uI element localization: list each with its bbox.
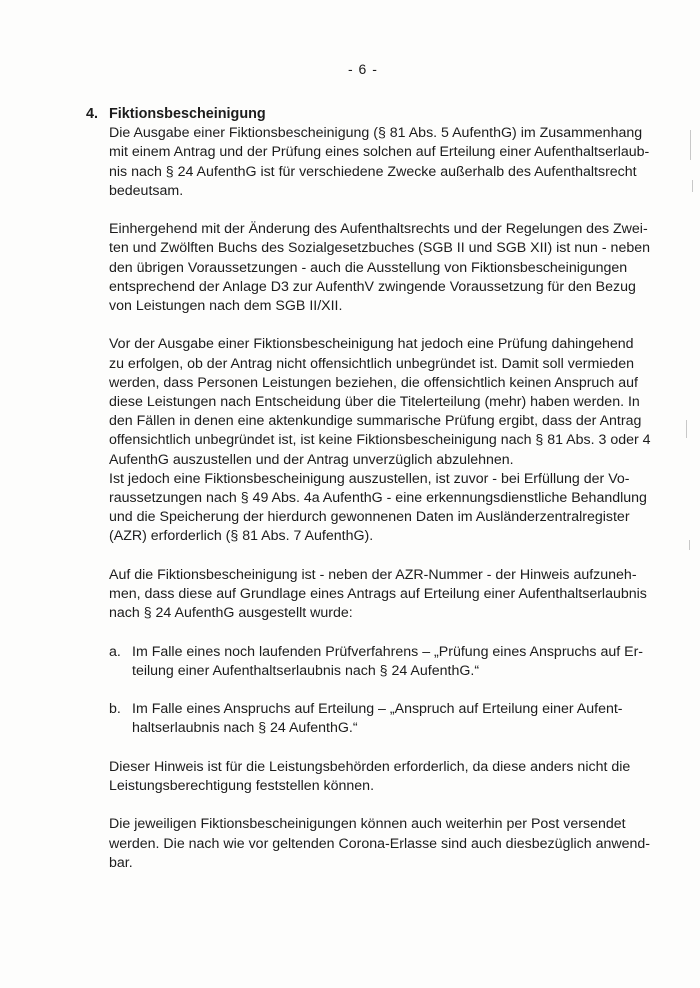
section-heading bbox=[86, 105, 646, 124]
section-number: 4. bbox=[86, 106, 99, 122]
paragraph-intro bbox=[109, 124, 650, 201]
text-line: haltserlaubnis nach § 24 AufenthG.“ bbox=[132, 720, 358, 737]
scan-artifact bbox=[689, 540, 690, 550]
text-line: raussetzungen nach § 49 Abs. 4a AufenthG - eine erkennungsdienstliche Behandlung bbox=[109, 490, 647, 507]
text-line: Ist jedoch eine Fiktionsbescheinigung auszustellen, ist zuvor - bei Erfüllung der Vo- bbox=[109, 470, 630, 487]
text-line: Die jeweiligen Fiktionsbescheinigungen können auch weiterhin per Post versendet bbox=[109, 816, 626, 833]
text-line: entsprechend der Anlage D3 zur AufenthV zwingende Voraussetzung für den Bezug bbox=[109, 278, 636, 295]
text-line: Leistungsberechtigung feststellen können. bbox=[109, 778, 375, 795]
text-line: bedeutsam. bbox=[109, 182, 184, 199]
text-line: von Leistungen nach dem SGB II/XII. bbox=[109, 298, 343, 315]
list-marker: a. bbox=[109, 643, 121, 660]
paragraph-pruefung bbox=[109, 335, 651, 546]
paragraph-leistungsbehoerden bbox=[109, 758, 639, 796]
text-line: Einhergehend mit der Änderung des Aufenthaltsrechts und der Regelungen des Zwei- bbox=[109, 221, 648, 238]
text-line: men, dass diese auf Grundlage eines Antrags auf Erteilung einer Aufenthaltserlaubnis bbox=[109, 586, 647, 603]
text-line: bar. bbox=[109, 854, 133, 871]
text-line: nis nach § 24 AufenthG ist für verschiedene Zwecke außerhalb des Aufenthaltsrecht bbox=[109, 163, 637, 180]
page-number: - 6 - bbox=[348, 61, 378, 77]
text-line: Im Falle eines Anspruchs auf Erteilung – „Anspruch auf Erteilung einer Aufent- bbox=[132, 701, 623, 718]
text-line: Dieser Hinweis ist für die Leistungsbehörden erforderlich, da diese anders nicht die bbox=[109, 758, 631, 775]
text-line: nach § 24 AufenthG ausgestellt wurde: bbox=[109, 605, 353, 622]
scan-artifact bbox=[690, 130, 691, 160]
list-item-a bbox=[109, 643, 644, 681]
text-line: zu erfolgen, ob der Antrag nicht offensichtlich unbegründet ist. Damit soll vermieden bbox=[109, 355, 634, 372]
text-line: Die Ausgabe einer Fiktionsbescheinigung (§ 81 Abs. 5 AufenthG) im Zusammenhang bbox=[109, 125, 643, 142]
text-line: ten und Zwölften Buchs des Sozialgesetzbuches (SGB II und SGB XII) ist nun - neben bbox=[109, 240, 651, 257]
text-line: (AZR) erforderlich (§ 81 Abs. 7 AufenthG). bbox=[109, 528, 374, 545]
body-text bbox=[109, 124, 651, 873]
text-line: den Fällen in denen eine aktenkundige summarische Prüfung ergibt, dass der Antrag bbox=[109, 413, 642, 430]
section-title: Fiktionsbescheinigung bbox=[109, 106, 266, 122]
paragraph-post bbox=[109, 815, 651, 873]
text-line: Vor der Ausgabe einer Fiktionsbescheinigung hat jedoch eine Prüfung dahingehend bbox=[109, 336, 634, 353]
text-line: Im Falle eines noch laufenden Prüfverfahrens – „Prüfung eines Anspruchs auf Er- bbox=[132, 643, 644, 660]
text-line: werden. Die nach wie vor geltenden Corona-Erlasse sind auch diesbezüglich anwend- bbox=[109, 835, 651, 852]
text-line: AufenthG auszustellen und der Antrag unverzüglich abzulehnen. bbox=[109, 451, 514, 468]
section-content bbox=[86, 105, 651, 873]
text-line: offensichtlich unbegründet ist, ist keine Fiktionsbescheinigung nach § 81 Abs. 3 oder 4 bbox=[109, 432, 651, 449]
list-item-b bbox=[109, 700, 639, 738]
text-line: und die Speicherung der hierdurch gewonnenen Daten im Ausländerzentralregister bbox=[109, 509, 630, 526]
paragraph-sgb bbox=[109, 220, 651, 316]
list-item-text bbox=[132, 700, 623, 738]
text-line: werden, dass Personen Leistungen beziehen, die offensichtlich keinen Anspruch auf bbox=[109, 374, 638, 391]
scan-artifact bbox=[692, 180, 693, 192]
text-line: Auf die Fiktionsbescheinigung ist - neben der AZR-Nummer - der Hinweis aufzuneh- bbox=[109, 566, 637, 583]
paragraph-hinweis bbox=[109, 566, 647, 624]
text-line: diese Leistungen nach Entscheidung über die Titelerteilung (mehr) haben werden. In bbox=[109, 394, 640, 411]
text-line: teilung einer Aufenthaltserlaubnis nach § 24 AufenthG.“ bbox=[132, 662, 480, 679]
list-marker: b. bbox=[109, 701, 121, 718]
text-line: mit einem Antrag und der Prüfung eines solchen auf Erteilung einer Aufenthaltserlaub- bbox=[109, 144, 650, 161]
scan-artifact bbox=[686, 420, 687, 438]
text-line: den übrigen Voraussetzungen - auch die Ausstellung von Fiktionsbescheinigungen bbox=[109, 259, 628, 276]
list-item-text bbox=[132, 643, 643, 681]
